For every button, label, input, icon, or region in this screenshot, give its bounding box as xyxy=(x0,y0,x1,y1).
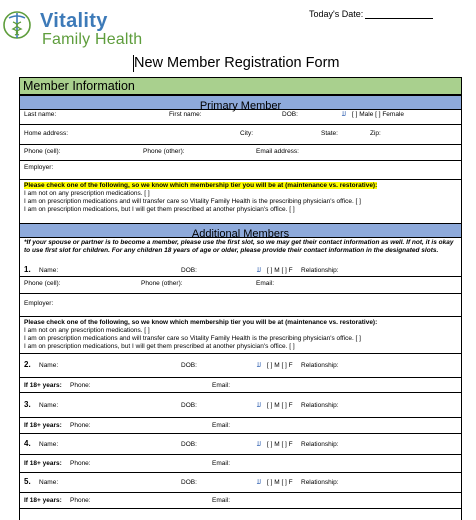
arabic-mark-icon: ﻟﻠ xyxy=(342,111,347,118)
dob-field[interactable]: DOB: xyxy=(282,111,298,118)
member-4-relationship[interactable]: Relationship: xyxy=(301,441,339,448)
section-title: Member Information xyxy=(23,79,135,93)
divider xyxy=(20,179,461,180)
logo-line-1: Vitality xyxy=(40,10,108,32)
additional-members-heading: Additional Members xyxy=(191,228,290,240)
member-5-number: 5. xyxy=(24,477,31,486)
divider xyxy=(20,276,461,277)
email-address-field[interactable]: Email address: xyxy=(256,148,299,155)
member-1-relationship[interactable]: Relationship: xyxy=(301,267,339,274)
member-4-gender[interactable]: [ ] M [ ] F xyxy=(267,441,293,448)
member-1-employer[interactable]: Employer: xyxy=(24,300,54,307)
tier-option-transfer[interactable]: I am on prescription medications and will transfer care so Vitality Family Health is the prescribing physician's office. [ ] xyxy=(24,198,361,205)
member-3-email[interactable]: Email: xyxy=(212,422,231,429)
member-tier-option-none[interactable]: I am not on any prescription medications. [ ] xyxy=(24,327,150,334)
member-4-dob-field[interactable]: DOB: xyxy=(181,441,197,448)
divider xyxy=(20,433,461,434)
divider xyxy=(20,160,461,161)
member-2-gender[interactable]: [ ] M [ ] F xyxy=(267,362,293,369)
vitality-logo xyxy=(2,4,162,48)
date-blank-line xyxy=(365,9,433,19)
member-5-name-field[interactable]: Name: xyxy=(39,479,59,486)
state-field[interactable]: State: xyxy=(321,130,338,137)
member-2-name-field[interactable]: Name: xyxy=(39,362,59,369)
member-2-email[interactable]: Email: xyxy=(212,382,231,389)
divider xyxy=(20,124,461,125)
gender-checkboxes[interactable]: [ ] Male [ ] Female xyxy=(352,111,405,118)
arabic-mark-icon: ﻟﻠ xyxy=(257,479,262,486)
divider xyxy=(20,508,461,509)
member-3-relationship[interactable]: Relationship: xyxy=(301,402,339,409)
member-2-dob-field[interactable]: DOB: xyxy=(181,362,197,369)
primary-member-band xyxy=(20,95,461,110)
home-address-field[interactable]: Home address: xyxy=(24,130,69,137)
member-1-phone-other[interactable]: Phone (other): xyxy=(141,280,183,287)
divider xyxy=(20,417,461,418)
divider xyxy=(20,492,461,493)
arabic-mark-icon: ﻟﻠ xyxy=(257,402,262,409)
registration-form xyxy=(19,77,462,520)
member-2-number: 2. xyxy=(24,360,31,369)
employer-field[interactable]: Employer: xyxy=(24,164,54,171)
first-name-field[interactable]: First name: xyxy=(169,111,202,118)
last-name-field[interactable]: Last name: xyxy=(24,111,57,118)
tier-option-other[interactable]: I am on prescription medications, but I will get them prescribed at another physician's office. [ ] xyxy=(24,206,295,213)
member-1-name-field[interactable]: Name: xyxy=(39,267,59,274)
phone-other-field[interactable]: Phone (other): xyxy=(143,148,185,155)
caduceus-icon xyxy=(2,8,32,42)
member-1-dob-field[interactable]: DOB: xyxy=(181,267,197,274)
additional-members-band xyxy=(20,223,461,238)
divider xyxy=(20,353,461,354)
member-3-dob-field[interactable]: DOB: xyxy=(181,402,197,409)
member-5-email[interactable]: Email: xyxy=(212,497,231,504)
member-3-phone[interactable]: Phone: xyxy=(70,422,91,429)
primary-member-heading: Primary Member xyxy=(199,100,282,112)
arabic-mark-icon: ﻟﻠ xyxy=(257,267,262,274)
member-1-gender[interactable]: [ ] M [ ] F xyxy=(267,267,293,274)
phone-cell-field[interactable]: Phone (cell): xyxy=(24,148,61,155)
member-2-if18: If 18+ years: xyxy=(24,382,62,389)
divider xyxy=(20,472,461,473)
additional-members-note: *If your spouse or partner is to become a member, please use the first slot, so we may get their contact information as well. If not, it is okay to use first slot for children. For any children 18 years of age or older, please provide their contact information in the designated slots. xyxy=(24,239,454,254)
divider xyxy=(20,392,461,393)
tier-question: Please check one of the following, so we know which membership tier you will be at (maintenance vs. restorative): xyxy=(24,182,378,189)
logo-line-2: Family Health xyxy=(42,31,143,48)
divider xyxy=(20,144,461,145)
member-3-name-field[interactable]: Name: xyxy=(39,402,59,409)
member-5-dob-field[interactable]: DOB: xyxy=(181,479,197,486)
member-1-email[interactable]: Email: xyxy=(256,280,275,287)
member-5-phone[interactable]: Phone: xyxy=(70,497,91,504)
member-2-relationship[interactable]: Relationship: xyxy=(301,362,339,369)
member-4-email[interactable]: Email: xyxy=(212,460,231,467)
divider xyxy=(20,316,461,317)
city-field[interactable]: City: xyxy=(240,130,253,137)
divider xyxy=(20,454,461,455)
member-1-phone-cell[interactable]: Phone (cell): xyxy=(24,280,61,287)
member-4-if18: If 18+ years: xyxy=(24,460,62,467)
member-tier-option-transfer[interactable]: I am on prescription medications and will transfer care so Vitality Family Health is the prescribing physician's office. [ ] xyxy=(24,335,361,342)
member-tier-question: Please check one of the following, so we know which membership tier you will be at (maintenance vs. restorative): xyxy=(24,319,378,326)
arabic-mark-icon: ﻟﻠ xyxy=(257,362,262,369)
divider xyxy=(20,293,461,294)
member-3-number: 3. xyxy=(24,400,31,409)
member-5-gender[interactable]: [ ] M [ ] F xyxy=(267,479,293,486)
member-tier-option-other[interactable]: I am on prescription medications, but I will get them prescribed at another physician's office. [ ] xyxy=(24,343,295,350)
member-5-if18: If 18+ years: xyxy=(24,497,62,504)
member-information-header xyxy=(20,78,461,95)
form-title: New Member Registration Form xyxy=(134,55,340,71)
member-2-phone[interactable]: Phone: xyxy=(70,382,91,389)
member-4-number: 4. xyxy=(24,439,31,448)
arabic-mark-icon: ﻟﻠ xyxy=(257,441,262,448)
member-5-relationship[interactable]: Relationship: xyxy=(301,479,339,486)
todays-date-field[interactable] xyxy=(309,9,433,19)
divider xyxy=(20,377,461,378)
member-1-number: 1. xyxy=(24,265,31,274)
member-4-phone[interactable]: Phone: xyxy=(70,460,91,467)
tier-option-none[interactable]: I am not on any prescription medications. [ ] xyxy=(24,190,150,197)
member-3-gender[interactable]: [ ] M [ ] F xyxy=(267,402,293,409)
member-3-if18: If 18+ years: xyxy=(24,422,62,429)
date-label: Today's Date: xyxy=(309,9,364,19)
zip-field[interactable]: Zip: xyxy=(370,130,381,137)
member-4-name-field[interactable]: Name: xyxy=(39,441,59,448)
